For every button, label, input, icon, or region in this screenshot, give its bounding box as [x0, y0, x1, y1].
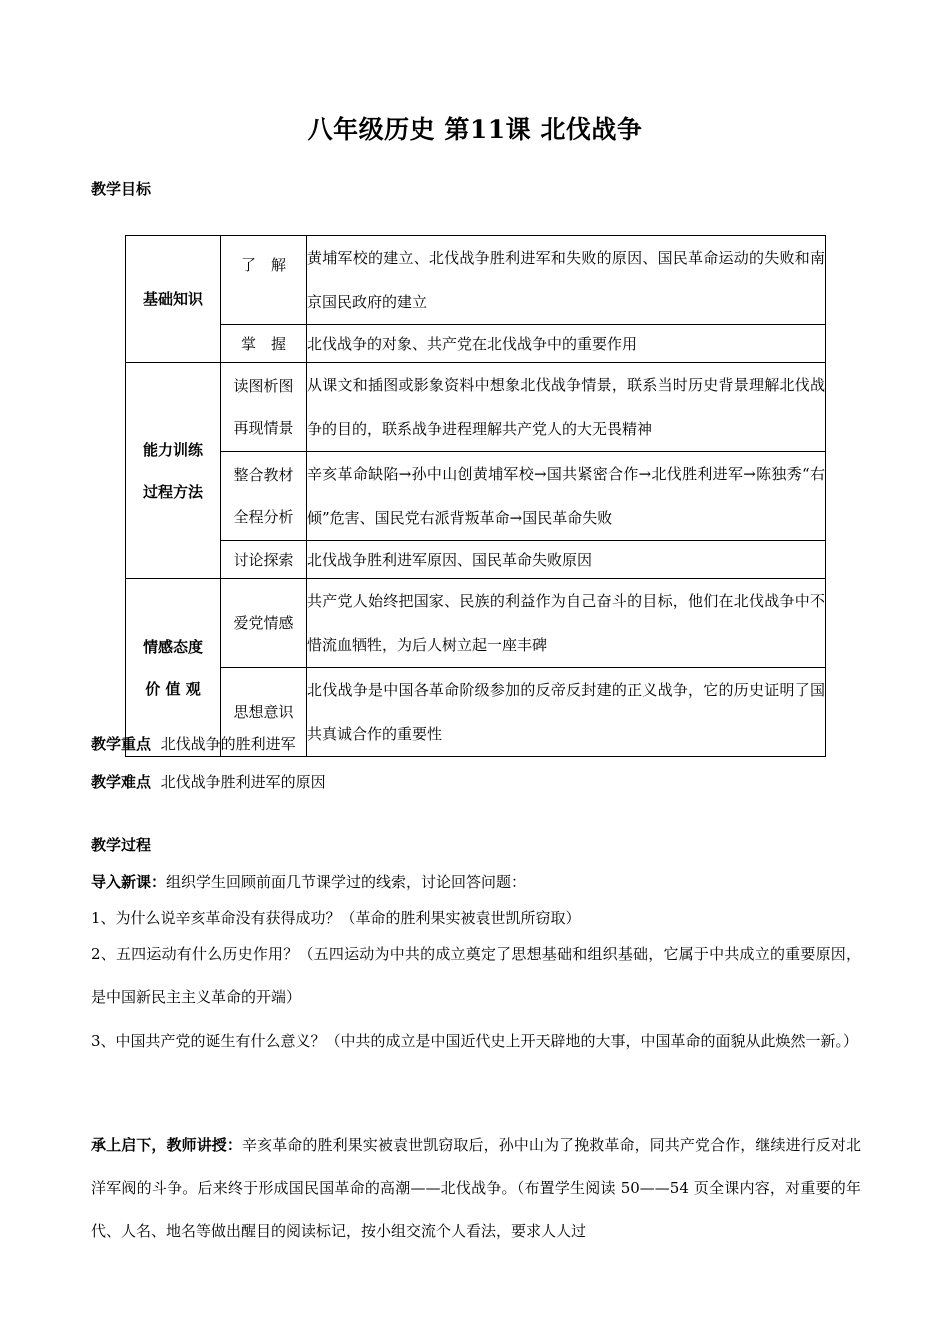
emotion-label-line1: 情感态度 [142, 637, 203, 656]
read-map-line1: 读图析图 [233, 377, 294, 395]
master-label: 掌 握 [221, 325, 307, 363]
integrate-desc: 辛亥革命缺陷→孙中山创黄埔军校→国共紧密合作→北伐胜利进军→陈独秀“右倾”危害、国民党右派背叛革命→国民革命失败 [307, 452, 826, 541]
understand-desc: 黄埔军校的建立、北伐战争胜利进军和失败的原因、国民革命运动的失败和南京国民政府的建立 [307, 236, 826, 325]
document-title: 八年级历史 第11课 北伐战争 [307, 115, 643, 144]
ability-training-label [126, 363, 221, 579]
integrate-line1: 整合教材 [233, 466, 294, 484]
discuss-label: 讨论探索 [221, 541, 307, 579]
objectives-heading: 教学目标 [91, 180, 152, 198]
basic-knowledge-label: 基础知识 [126, 236, 221, 363]
integrate-label [221, 452, 307, 541]
transition-label: 承上启下，教师讲授： [91, 1136, 242, 1154]
ability-label-line1: 能力训练 [142, 440, 203, 459]
key-point-label: 教学重点 [91, 735, 152, 753]
transition-text: 辛亥革命的胜利果实被袁世凯窃取后，孙中山为了挽救革命，同共产党合作，继续进行反对北洋军阀的斗争。后来终于形成国民国革命的高潮——北伐战争。（布置学生阅读 50——54 页全课内容，对重要的年代、人名、地名等做出醒目的阅读标记，按小组交流个人看法，要求人人过 [91, 1136, 861, 1240]
emotion-label-line2: 价 值 观 [145, 679, 201, 698]
read-map-label [221, 363, 307, 452]
transition-paragraph [91, 1124, 861, 1253]
understand-label: 了 解 [221, 236, 307, 325]
process-heading: 教学过程 [91, 836, 152, 854]
difficulty-line [91, 771, 861, 792]
table-row [126, 363, 826, 452]
love-party-label: 爱党情感 [221, 579, 307, 668]
intro-line [91, 871, 861, 892]
difficulty-text: 北伐战争胜利进军的原因 [160, 773, 326, 791]
table-row [126, 236, 826, 325]
integrate-line2: 全程分析 [233, 508, 294, 526]
difficulty-label: 教学难点 [91, 773, 152, 791]
love-party-desc: 共产党人始终把国家、民族的利益作为自己奋斗的目标，他们在北伐战争中不惜流血牺牲，为后人树立起一座丰碑 [307, 579, 826, 668]
read-map-desc: 从课文和插图或影象资料中想象北伐战争情景，联系当时历史背景理解北伐战争的目的，联系战争进程理解共产党人的大无畏精神 [307, 363, 826, 452]
table-row [126, 325, 826, 363]
emotion-label [126, 579, 221, 757]
table-row [126, 579, 826, 668]
question-3: 3、中国共产党的诞生有什么意义？（中共的成立是中国近代史上开天辟地的大事，中国革命的面貌从此焕然一新。） [91, 1032, 859, 1050]
table-row [126, 452, 826, 541]
key-point-line [91, 733, 861, 754]
key-point-text: 北伐战争的胜利进军 [160, 735, 296, 753]
read-map-line2: 再现情景 [233, 419, 294, 437]
ability-label-line2: 过程方法 [142, 482, 203, 501]
master-desc: 北伐战争的对象、共产党在北伐战争中的重要作用 [307, 325, 826, 363]
ideology-desc: 北伐战争是中国各革命阶级参加的反帝反封建的正义战争，它的历史证明了国共真诚合作的重要性 [307, 668, 826, 757]
table-row [126, 541, 826, 579]
ideology-label: 思想意识 [221, 668, 307, 757]
question-2: 2、五四运动有什么历史作用？（五四运动为中共的成立奠定了思想基础和组织基础，它属于中共成立的重要原因，是中国新民主主义革命的开端） [91, 945, 861, 1006]
objectives-table [125, 235, 826, 757]
discuss-desc: 北伐战争胜利进军原因、国民革命失败原因 [307, 541, 826, 579]
intro-label: 导入新课： [91, 873, 167, 891]
intro-text: 组织学生回顾前面几节课学过的线索，讨论回答问题： [166, 873, 527, 891]
question-1: 1、为什么说辛亥革命没有获得成功？（革命的胜利果实被袁世凯所窃取） [91, 909, 581, 927]
